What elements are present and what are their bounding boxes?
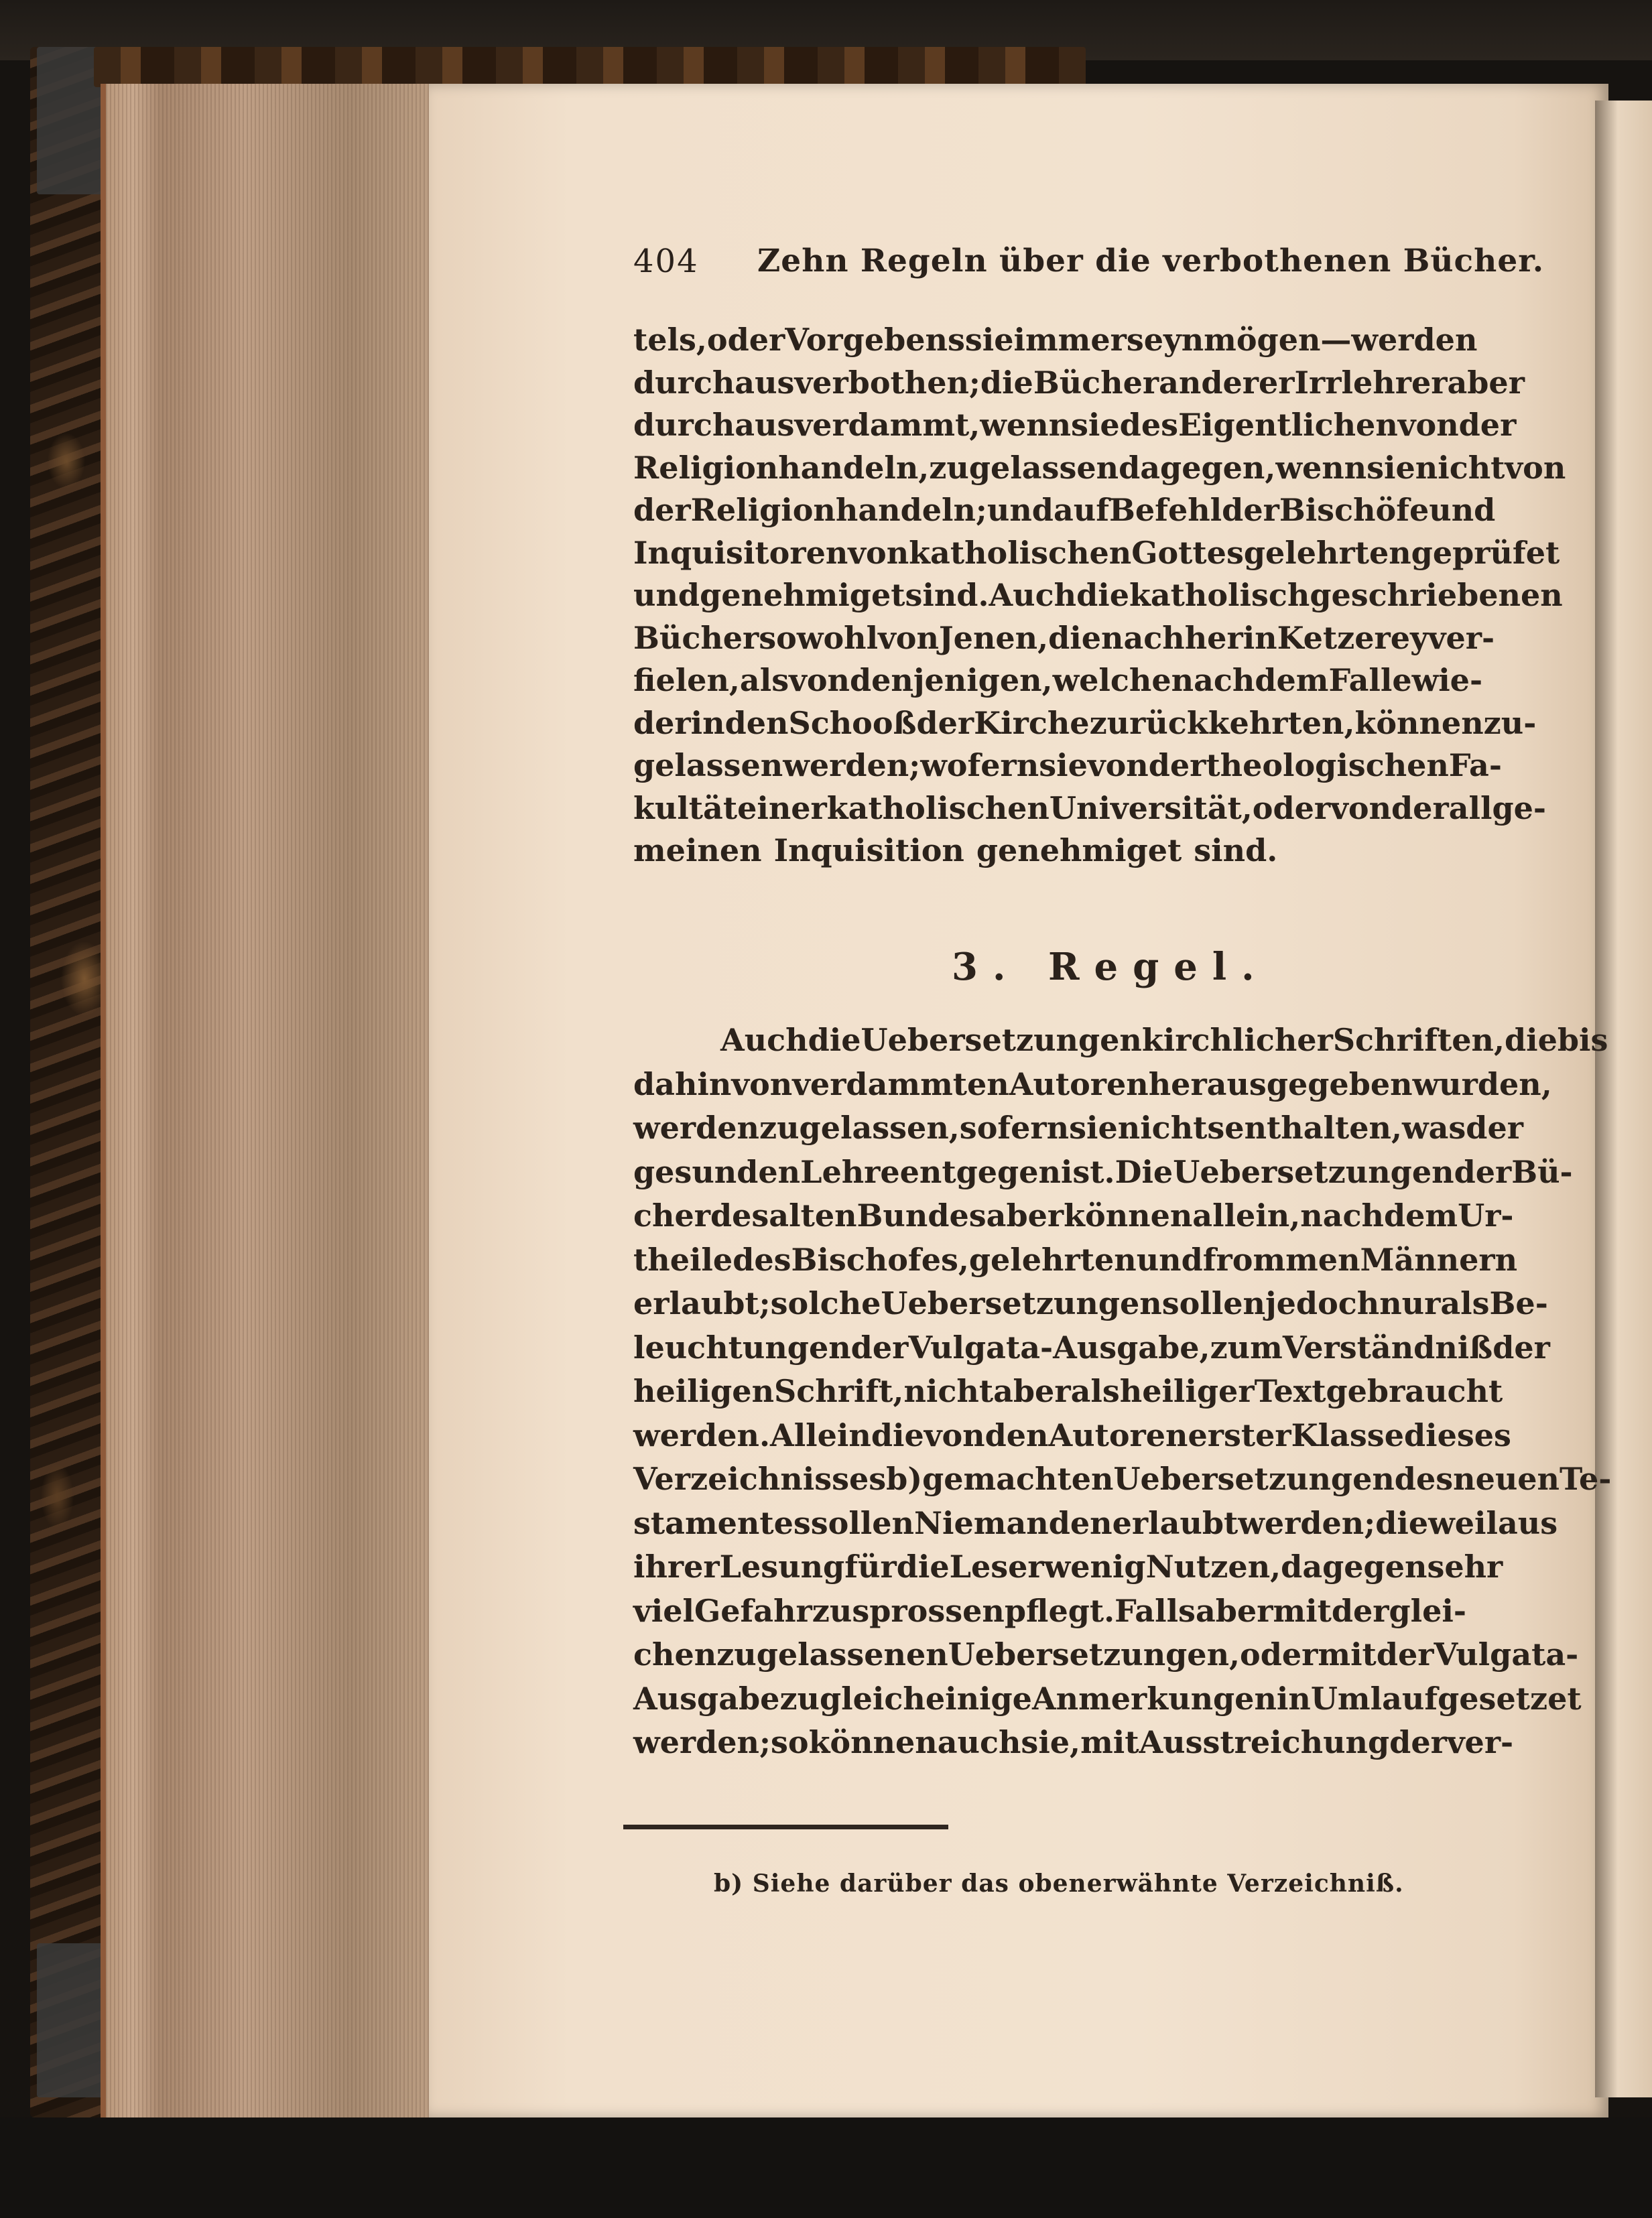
text-line: der Religion handeln; und auf Befehl der Bischöfe und bbox=[633, 492, 1496, 528]
text-line: theile des Bischofes, gelehrten und frommen Männern bbox=[633, 1241, 1518, 1278]
text-line: ihrer Lesung für die Leser wenig Nutzen, dagegen sehr bbox=[633, 1549, 1503, 1585]
text-line: kultät einer katholischen Universität, oder von der allge- bbox=[633, 789, 1546, 826]
facing-page-edge bbox=[1595, 101, 1652, 2097]
text-line: chen zugelassenen Uebersetzungen, oder mit der Vulgata- bbox=[633, 1636, 1579, 1673]
text-line: Auch die Uebersetzungen kirchlicher Schriften, die bis bbox=[720, 1022, 1608, 1058]
text-line: Verzeichnisses b) gemachten Uebersetzungen des neuen Te- bbox=[633, 1461, 1612, 1497]
footnote: b) Siehe darüber das obenerwähnte Verzeichniß. bbox=[714, 1870, 1404, 1898]
text-line: tels, oder Vorgebens sie immer seyn mögen — werden bbox=[633, 322, 1478, 358]
page-number: 404 bbox=[633, 243, 699, 280]
footnote-rule bbox=[623, 1825, 948, 1829]
text-line: heiligen Schrift, nicht aber als heiliger Text gebraucht bbox=[633, 1373, 1503, 1409]
text-line: Bücher sowohl von Jenen, die nachher in Ketzerey ver- bbox=[633, 619, 1495, 656]
text-line: Religion handeln, zugelassen dagegen, wenn sie nicht von bbox=[633, 449, 1566, 486]
text-line: und genehmiget sind. Auch die katholisch geschriebenen bbox=[633, 577, 1563, 613]
section-heading: 3. Regel. bbox=[952, 945, 1269, 989]
text-line: werden. Allein die von den Autoren erster Klasse dieses bbox=[633, 1417, 1511, 1453]
text-line: stamentes sollen Niemanden erlaubt werden; dieweil aus bbox=[633, 1504, 1558, 1541]
text-line: durchaus verdammt, wenn sie des Eigentlichen von der bbox=[633, 407, 1517, 443]
text-line: gelassen werden; wofern sie von der theologischen Fa- bbox=[633, 747, 1502, 783]
text-line: gesunden Lehre entgegen ist. Die Uebersetzungen der Bü- bbox=[633, 1153, 1573, 1190]
text-line: fielen, als von denjenigen, welche nach dem Falle wie- bbox=[633, 662, 1483, 698]
page-header bbox=[633, 243, 1545, 283]
text-line: Ausgabe zugleich einige Anmerkungen in Umlauf gesetzet bbox=[633, 1680, 1582, 1717]
text-line: erlaubt; solche Uebersetzungen sollen jedoch nur als Be- bbox=[633, 1285, 1548, 1321]
cover-top-edge bbox=[94, 47, 1086, 87]
text-line: durchaus verbothen; die Bücher anderer Irrlehrer aber bbox=[633, 364, 1525, 401]
text-line: werden zugelassen, sofern sie nichts enthalten, was der bbox=[633, 1110, 1523, 1146]
page-block-edges bbox=[101, 84, 454, 2117]
text-line: werden; so können auch sie, mit Ausstreichung der ver- bbox=[633, 1724, 1514, 1760]
background-bottom bbox=[0, 2117, 1652, 2218]
text-line: cher des alten Bundes aber können allein, nach dem Ur- bbox=[633, 1197, 1514, 1234]
text-line: leuchtungen der Vulgata-Ausgabe, zum Verständniß der bbox=[633, 1329, 1550, 1366]
text-line: Inquisitoren von katholischen Gottesgelehrten geprüfet bbox=[633, 534, 1560, 571]
text-line: der in den Schooß der Kirche zurückkehrten, können zu- bbox=[633, 704, 1537, 741]
text-line: meinen Inquisition genehmiget sind. bbox=[633, 832, 1278, 868]
text-line: dahin von verdammten Autoren herausgegeben wurden, bbox=[633, 1065, 1552, 1102]
running-head: Zehn Regeln über die verbothenen Bücher. bbox=[757, 243, 1545, 279]
text-line: viel Gefahr zu sprossen pflegt. Falls aber mit derglei- bbox=[633, 1592, 1466, 1629]
